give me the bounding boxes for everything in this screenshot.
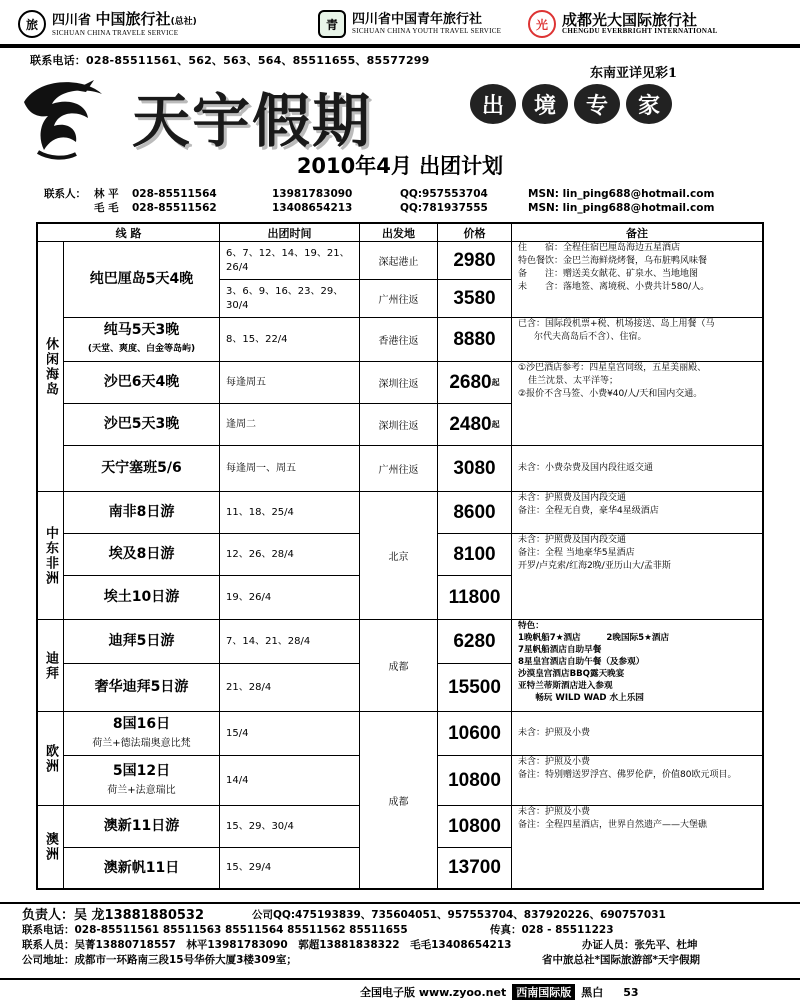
note-europe-5: 未含：护照及小费 备注：特别赠送罗浮宫、佛罗伦萨，价值80欧元项目。 (512, 756, 762, 806)
edition-site: 全国电子版 www.zyoo.net (360, 986, 507, 999)
departure-chengdu-europe: 成都 (360, 712, 438, 888)
cts-logo: 旅 四川省 中国旅行社(总社) SICHUAN CHINA TRAVELE SERVICE (18, 6, 197, 42)
note-saipan: 未含：小费杂费及国内段往返交通 (512, 446, 762, 492)
note-europe-8: 未含：护照及小费 (512, 712, 762, 756)
dates-saipan: 每逢周一、周五 (220, 446, 360, 492)
note-bali: 住 宿：全程住宿巴厘岛海边五星酒店 特色餐饮：金巴兰海鲜烧烤餐，乌布脏鸭风味餐 备 注：赠送美女献花、矿泉水、当地地图 未 含：落地签、离境税、小费共计580/人。 (512, 242, 762, 318)
header-price: 价格 (438, 224, 512, 242)
company-footer: 负责人：吴 龙13881880532 公司QQ:475193839、735604051、957553704、837920226、690757031 联系电话：028-85511561 85511563 85511564 85511562 85511655 传真：028 - 85511223 联系人员：吴菁13880718557 林平13981783090 郭超13881838322 毛毛13408654213 办证人员：张先平、杜坤 公司地址：成都市一环路南三段15号华侨大厦3楼309室； 省中旅总社*国际旅游部*天宇假期 (22, 908, 700, 966)
footer-rule-bottom (0, 978, 800, 980)
note-south-africa: 未含：护照费及国内段交通 备注：全程无自费，豪华4星级酒店 (512, 492, 762, 534)
note-sabah: ①沙巴酒店参考：四星皇宫同级，五星美丽殿、 佳兰沈景、太平洋等； ②报价不含马签、小费¥40/人/天和国内交通。 (512, 362, 762, 446)
expert-char: 境 (522, 84, 568, 124)
price-bali-1: 2980 (438, 242, 512, 280)
expert-char: 家 (626, 84, 672, 124)
route-aus-nz-sail: 澳新帆11日 (64, 848, 220, 888)
route-egypt: 埃及8日游 (64, 534, 220, 576)
price-sabah-5d: 2480 起 (438, 404, 512, 446)
dates-dubai: 7、14、21、28/4 (220, 620, 360, 664)
route-dubai: 迪拜5日游 (64, 620, 220, 664)
price-sabah-6d: 2680 起 (438, 362, 512, 404)
route-europe-8: 8国16日 荷兰+德法瑞奥意比梵 (64, 712, 220, 756)
brand-title: 天宇假期 (132, 87, 373, 155)
departure-beijing: 北京 (360, 492, 438, 620)
dates-maldives: 8、15、22/4 (220, 318, 360, 362)
departure-sabah-5d: 深圳往返 (360, 404, 438, 446)
price-south-africa: 8600 (438, 492, 512, 534)
footer-rule-top (0, 902, 800, 904)
price-dubai: 6280 (438, 620, 512, 664)
dates-aus-nz: 15、29、30/4 (220, 806, 360, 848)
departure-saipan: 广州往返 (360, 446, 438, 492)
dates-egypt: 12、26、28/4 (220, 534, 360, 576)
tour-schedule-table (36, 222, 764, 890)
page-number: 53 (623, 985, 639, 999)
price-luxury-dubai: 15500 (438, 664, 512, 712)
route-luxury-dubai: 奢华迪拜5日游 (64, 664, 220, 712)
note-dubai: 特色： 1晚帆船7★酒店 2晚国际5★酒店 7星帆船酒店自助早餐 8星皇宫酒店自助午餐（及参观） 沙漠皇宫酒店BBQ露天晚宴 亚特兰蒂斯酒店进入参观 畅玩 WILD WAD 水上乐园 (512, 620, 762, 712)
everbright-emblem-icon: 光 (528, 10, 556, 38)
dates-egypt-turkey: 19、26/4 (220, 576, 360, 620)
region-europe: 欧洲 (38, 712, 64, 806)
series-note: 东南亚详见彩1 (590, 66, 678, 81)
dates-europe-5: 14/4 (220, 756, 360, 806)
route-bali: 纯巴厘岛5天4晚 (64, 242, 220, 318)
header-departure: 出发地 (360, 224, 438, 242)
departure-bali-2: 广州往返 (360, 280, 438, 318)
dates-aus-nz-sail: 15、29/4 (220, 848, 360, 888)
expert-char: 专 (574, 84, 620, 124)
edition-bar (360, 984, 639, 1000)
note-maldives: 已含：国际段机票+税、机场接送、岛上用餐（马 尔代夫高岛后不含）、住宿。 (512, 318, 762, 362)
departure-sabah-6d: 深圳往返 (360, 362, 438, 404)
dates-sabah-6d: 每逢周五 (220, 362, 360, 404)
route-sabah-6d: 沙巴6天4晚 (64, 362, 220, 404)
price-saipan: 3080 (438, 446, 512, 492)
header-notes: 备注 (512, 224, 762, 242)
expert-char: 出 (470, 84, 516, 124)
route-saipan: 天宁塞班5/6 (64, 446, 220, 492)
cyts-emblem-icon: 青 (318, 10, 346, 38)
header-route: 线 路 (38, 224, 220, 242)
departure-maldives: 香港往返 (360, 318, 438, 362)
route-sabah-5d: 沙巴5天3晚 (64, 404, 220, 446)
route-europe-5: 5国12日 荷兰+法意瑞比 (64, 756, 220, 806)
cyts-logo: 青 四川省中国青年旅行社 SICHUAN CHINA YOUTH TRAVEL SERVICE (318, 6, 501, 42)
dates-bali-1: 6、7、12、14、19、21、26/4 (220, 242, 360, 280)
everbright-logo: 光 成都光大国际旅行社 CHENGDU EVERBRIGHT INTERNATIONAL (528, 6, 718, 42)
contact-people: 联系人： 林 平 028-85511564 13981783090 QQ:957553704 MSN: lin_ping688@hotmail.com 毛 毛 028-85511562 13408654213 QQ:781937555 MSN: lin_ping688@hotmail.com (44, 188, 715, 214)
dates-europe-8: 15/4 (220, 712, 360, 756)
region-islands: 休闲海岛 (38, 242, 64, 492)
header-rule (0, 44, 800, 48)
price-aus-nz-sail: 13700 (438, 848, 512, 888)
note-aus-nz: 未含：护照及小费 备注：全程四星酒店，世界自然遗产——大堡礁 (518, 807, 708, 830)
price-egypt-turkey: 11800 (438, 576, 512, 620)
price-europe-8: 10600 (438, 712, 512, 756)
route-south-africa: 南非8日游 (64, 492, 220, 534)
edition-section: 西南国际版 (512, 984, 575, 1000)
expert-badges (470, 84, 672, 124)
price-egypt: 8100 (438, 534, 512, 576)
departure-bali-1: 深起港止 (360, 242, 438, 280)
price-europe-5: 10800 (438, 756, 512, 806)
note-egypt: 未含：护照费及国内段交通 备注：全程 当地豪华5星酒店 开罗/卢克索/红海2晚/亚历山大/孟菲斯 (512, 534, 762, 620)
dates-sabah-5d: 逢周二 (220, 404, 360, 446)
edition-color: 黑白 (581, 986, 604, 999)
dates-south-africa: 11、18、25/4 (220, 492, 360, 534)
route-egypt-turkey: 埃土10日游 (64, 576, 220, 620)
dates-luxury-dubai: 21、28/4 (220, 664, 360, 712)
cts-emblem-icon: 旅 (18, 10, 46, 38)
plan-title: 2010年4月 出团计划 (296, 154, 504, 178)
price-bali-2: 3580 (438, 280, 512, 318)
region-middle-east-africa: 中东非洲 (38, 492, 64, 620)
dates-bali-2: 3、6、9、16、23、29、30/4 (220, 280, 360, 318)
region-australia: 澳洲 (38, 806, 64, 888)
price-maldives: 8880 (438, 318, 512, 362)
route-aus-nz: 澳新11日游 (64, 806, 220, 848)
contact-phones: 联系电话：028-85511561、562、563、564、85511655、85577299 (30, 54, 430, 67)
header-dates: 出团时间 (220, 224, 360, 242)
region-dubai: 迪拜 (38, 620, 64, 712)
departure-chengdu-dubai: 成都 (360, 620, 438, 712)
price-aus-nz: 10800 (438, 806, 512, 848)
route-maldives: 纯马5天3晚 (天堂、爽度、白金等岛屿) (64, 318, 220, 362)
